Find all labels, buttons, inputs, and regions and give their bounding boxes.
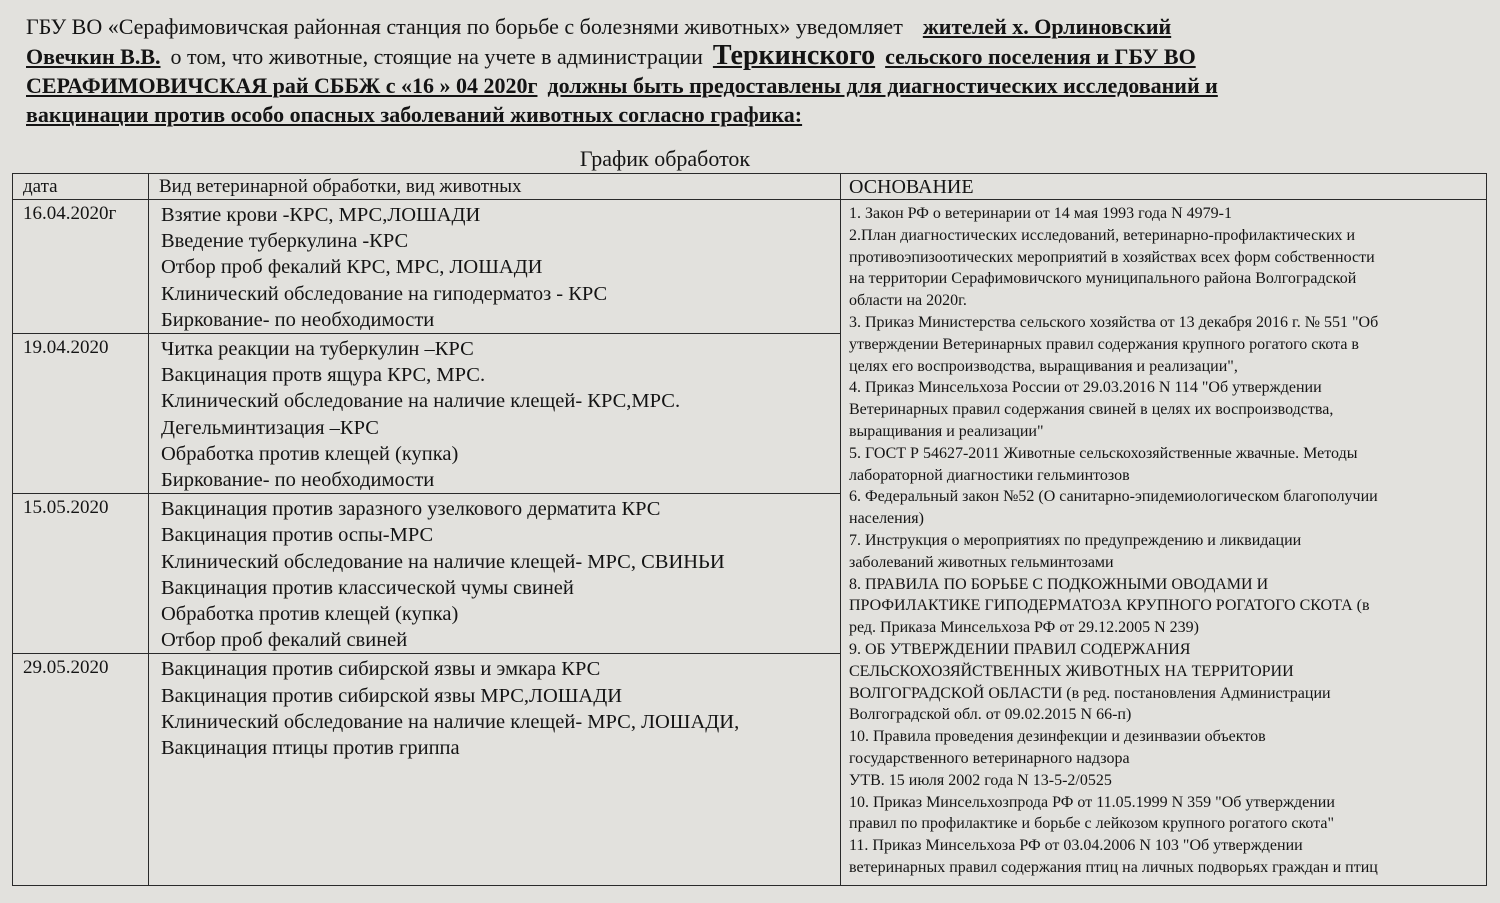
basis-line: 6. Федеральный закон №52 (О санитарно-эпидемиологическом благополучии	[849, 488, 1378, 506]
basis-line: 10. Приказ Минсельхозпрода РФ от 11.05.1999 N 359 "Об утверждении	[849, 793, 1335, 811]
activity-item: Вакцинация против классической чумы свиней	[161, 576, 574, 599]
activity-item: Взятие крови -КРС, МРС,ЛОШАДИ	[161, 204, 481, 226]
schedule-table	[12, 173, 1487, 886]
basis-line: УТВ. 15 июля 2002 года N 13-5-2/0525	[849, 771, 1112, 789]
basis-line: ред. Приказа Минсельхоза РФ от 29.12.2005 N 239)	[849, 619, 1199, 637]
activity-item: Клинический обследование на наличие клещей- КРС,МРС.	[161, 390, 681, 413]
activity-item: Клинический обследование на наличие клещей- МРС, СВИНЬИ	[161, 550, 725, 573]
activity-item: Вакцинация против оспы-МРС	[161, 524, 434, 547]
activity-item: Вакцинация протв ящура КРС, МРС.	[161, 364, 486, 387]
basis-line: выращивания и реализации"	[849, 422, 1044, 440]
basis-line: населения)	[849, 510, 924, 528]
activity-item: Клинический обследование на гиподерматоз - КРС	[161, 282, 608, 305]
notice-line-1	[26, 12, 1488, 41]
basis-line: Волгоградской обл. от 09.02.2015 N 66-п)	[849, 706, 1132, 724]
basis-line: 9. ОБ УТВЕРЖДЕНИИ ПРАВИЛ СОДЕРЖАНИЯ	[849, 640, 1191, 658]
row-activities	[149, 200, 841, 334]
notice-person: Овечкин В.В.	[26, 44, 161, 69]
basis-line: 4. Приказ Минсельхоза России от 29.03.2016 N 114 "Об утверждении	[849, 379, 1322, 397]
activity-item: Дегельминтизация –КРС	[161, 416, 379, 439]
table-title: График обработок	[579, 146, 751, 171]
basis-line: утверждении Ветеринарных правил содержания крупного рогатого скота в	[849, 335, 1359, 353]
basis-line: СЕЛЬСКОХОЗЯЙСТВЕННЫХ ЖИВОТНЫХ НА ТЕРРИТОРИИ	[849, 662, 1294, 680]
basis-line: 5. ГОСТ Р 54627-2011 Животные сельскохозяйственные жвачные. Методы	[849, 444, 1358, 462]
activity-item: Вакцинация против сибирской язвы и эмкара КРС	[161, 658, 601, 681]
basis-line: государственного ветеринарного надзора	[849, 749, 1130, 767]
basis-line: лабораторной диагностики гельминтозов	[849, 466, 1130, 484]
basis-line: 2.План диагностических исследований, ветеринарно-профилактических и	[849, 226, 1356, 244]
basis-line: 8. ПРАВИЛА ПО БОРЬБЕ С ПОДКОЖНЫМИ ОВОДАМИ И	[849, 575, 1269, 593]
notice-lead: ГБУ ВО «Серафимовичская районная станция по борьбе с болезнями животных» уведомляет	[26, 14, 903, 39]
row-activities	[149, 654, 841, 886]
notice-text-3: должны быть предоставлены для диагностических исследований и	[547, 73, 1218, 98]
basis-line: 11. Приказ Минсельхоза РФ от 03.04.2006 N 103 "Об утверждении	[849, 837, 1303, 855]
basis-line: 3. Приказ Министерства сельского хозяйства от 13 декабря 2016 г. № 551 "Об	[849, 313, 1379, 331]
basis-line: области на 2020г.	[849, 292, 967, 310]
notice-settlement: Теркинского	[712, 40, 876, 71]
basis-list	[841, 200, 1487, 886]
activity-item: Вакцинация против сибирской язвы МРС,ЛОШАДИ	[161, 684, 623, 707]
table-row	[13, 200, 1487, 334]
basis-line: на территории Серафимовичского муниципального района Волгоградской	[849, 270, 1357, 288]
activity-item: Биркование- по необходимости	[161, 469, 435, 492]
activity-item: Биркование- по необходимости	[161, 308, 435, 331]
basis-line: 10. Правила проведения дезинфекции и дезинвазии объектов	[849, 728, 1266, 746]
basis-line: заболеваний животных гельминтозами	[849, 553, 1114, 571]
basis-line: ветеринарных правил содержания птиц на личных подворьях граждан и птиц	[849, 858, 1378, 876]
notice-text-2: сельского поселения и ГБУ ВО	[885, 44, 1196, 69]
basis-line: 1. Закон РФ о ветеринарии от 14 мая 1993 года N 4979-1	[849, 205, 1232, 222]
basis-line: противоэпизоотических мероприятий в хозяйствах всех форм собственности	[849, 248, 1375, 266]
basis-line: целях его воспроизводства, выращивания и реализации",	[849, 357, 1238, 375]
row-date: 29.05.2020	[13, 654, 149, 886]
activity-item: Вакцинация птицы против гриппа	[161, 737, 460, 760]
notice-paragraph	[26, 12, 1488, 129]
notice-recipient: жителей х. Орлиновский	[922, 14, 1172, 39]
basis-line: ВОЛГОГРАДСКОЙ ОБЛАСТИ (в ред. постановления Администрации	[849, 684, 1331, 702]
activity-item: Обработка против клещей (купка)	[161, 603, 459, 626]
basis-line: ПРОФИЛАКТИКЕ ГИПОДЕРМАТОЗА КРУПНОГО РОГАТОГО СКОТА (в	[849, 597, 1370, 615]
basis-line: правил по профилактике и борьбе с лейкозом крупного рогатого скота"	[849, 815, 1335, 833]
activity-item: Обработка против клещей (купка)	[161, 442, 459, 465]
row-activities	[149, 334, 841, 494]
column-header-activity: Вид ветеринарной обработки, вид животных	[149, 174, 841, 200]
table-header-row	[13, 174, 1487, 200]
row-date: 16.04.2020г	[13, 200, 149, 334]
column-header-date: дата	[13, 174, 149, 200]
row-activities	[149, 494, 841, 654]
notice-text-4: вакцинации против особо опасных заболеваний животных согласно графика:	[26, 102, 803, 127]
activity-item: Вакцинация против заразного узелкового дерматита КРС	[161, 498, 661, 521]
basis-line: Ветеринарных правил содержания свиней в целях их воспроизводства,	[849, 401, 1334, 419]
activity-item: Отбор проб фекалий свиней	[161, 629, 408, 652]
activity-item: Читка реакции на туберкулин –КРС	[161, 338, 474, 361]
notice-line-4	[26, 100, 1488, 129]
activity-item: Клинический обследование на наличие клещей- МРС, ЛОШАДИ,	[161, 710, 740, 733]
activity-item: Введение туберкулина -КРС	[161, 230, 409, 253]
row-date: 15.05.2020	[13, 494, 149, 654]
basis-line: 7. Инструкция о мероприятиях по предупреждению и ликвидации	[849, 531, 1302, 549]
notice-line-2	[26, 41, 1488, 71]
column-header-basis: ОСНОВАНИЕ	[841, 174, 1487, 200]
notice-text-1: о том, что животные, стоящие на учете в администрации	[170, 44, 703, 69]
notice-org-line: СЕРАФИМОВИЧСКАЯ рай СББЖ с «16 » 04 2020г	[26, 73, 538, 98]
activity-item: Отбор проб фекалий КРС, МРС, ЛОШАДИ	[161, 256, 543, 279]
row-date: 19.04.2020	[13, 334, 149, 494]
notice-line-3	[26, 71, 1488, 100]
